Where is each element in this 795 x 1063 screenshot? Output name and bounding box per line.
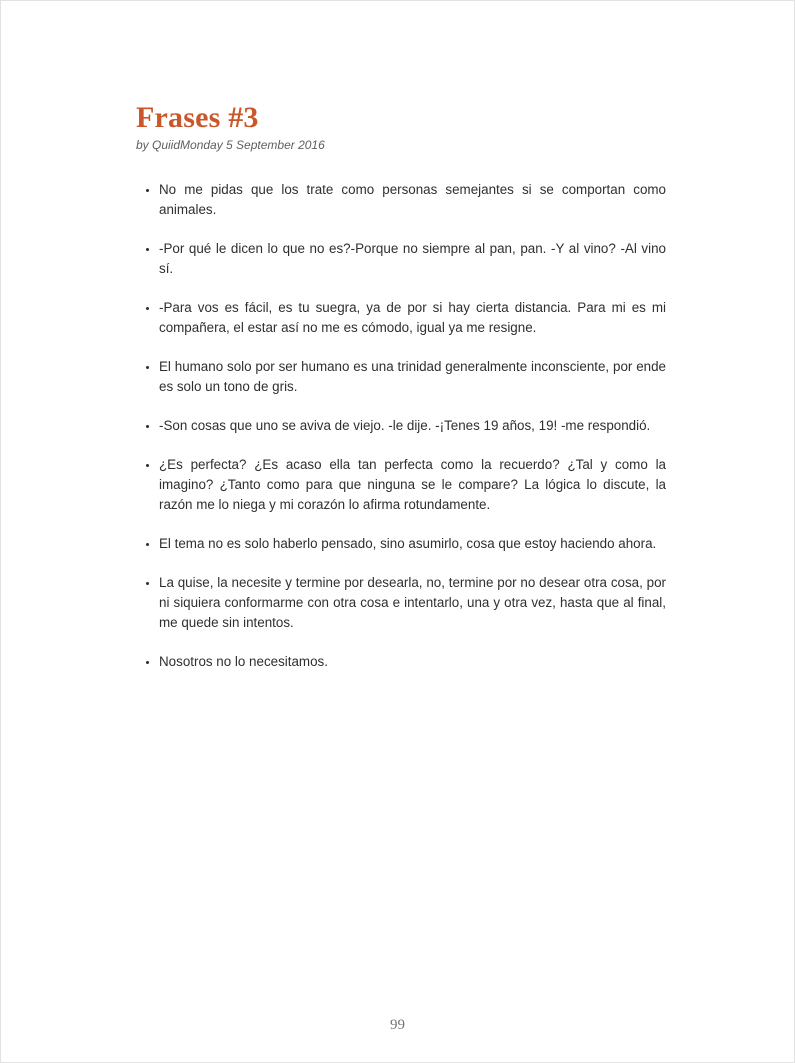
quote-item: • ¿Es perfecta? ¿Es acaso ella tan perfecta como la recuerdo? ¿Tal y como la imagino? ¿Tanto como para que ninguna se le compare? La lógica lo discute, la razón me lo niega y mi corazón lo afirma rotundamente. bbox=[159, 455, 666, 515]
page-number: 99 bbox=[390, 1017, 405, 1033]
quote-item: • La quise, la necesite y termine por desearla, no, termine por no desear otra cosa, por ni siquiera conformarme con otra cosa e intentarlo, una y otra vez, hasta que al final, me quede sin intentos. bbox=[159, 573, 666, 633]
page-title: Frases #3 bbox=[136, 101, 259, 134]
page-content bbox=[136, 101, 666, 691]
quote-item: • No me pidas que los trate como personas semejantes si se comportan como animales. bbox=[159, 180, 666, 220]
quote-item: • -Son cosas que uno se aviva de viejo. -le dije. -¡Tenes 19 años, 19! -me respondió. bbox=[159, 416, 666, 436]
byline: by QuiidMonday 5 September 2016 bbox=[136, 138, 325, 152]
quote-list bbox=[136, 180, 666, 672]
quote-item: • -Por qué le dicen lo que no es?-Porque no siempre al pan, pan. -Y al vino? -Al vino sí. bbox=[159, 239, 666, 279]
quote-item: • Nosotros no lo necesitamos. bbox=[159, 652, 666, 672]
quote-item: • El humano solo por ser humano es una trinidad generalmente inconsciente, por ende es solo un tono de gris. bbox=[159, 357, 666, 397]
quote-item: • El tema no es solo haberlo pensado, sino asumirlo, cosa que estoy haciendo ahora. bbox=[159, 534, 666, 554]
quote-item: • -Para vos es fácil, es tu suegra, ya de por si hay cierta distancia. Para mi es mi compañera, el estar así no me es cómodo, igual ya me resigne. bbox=[159, 298, 666, 338]
